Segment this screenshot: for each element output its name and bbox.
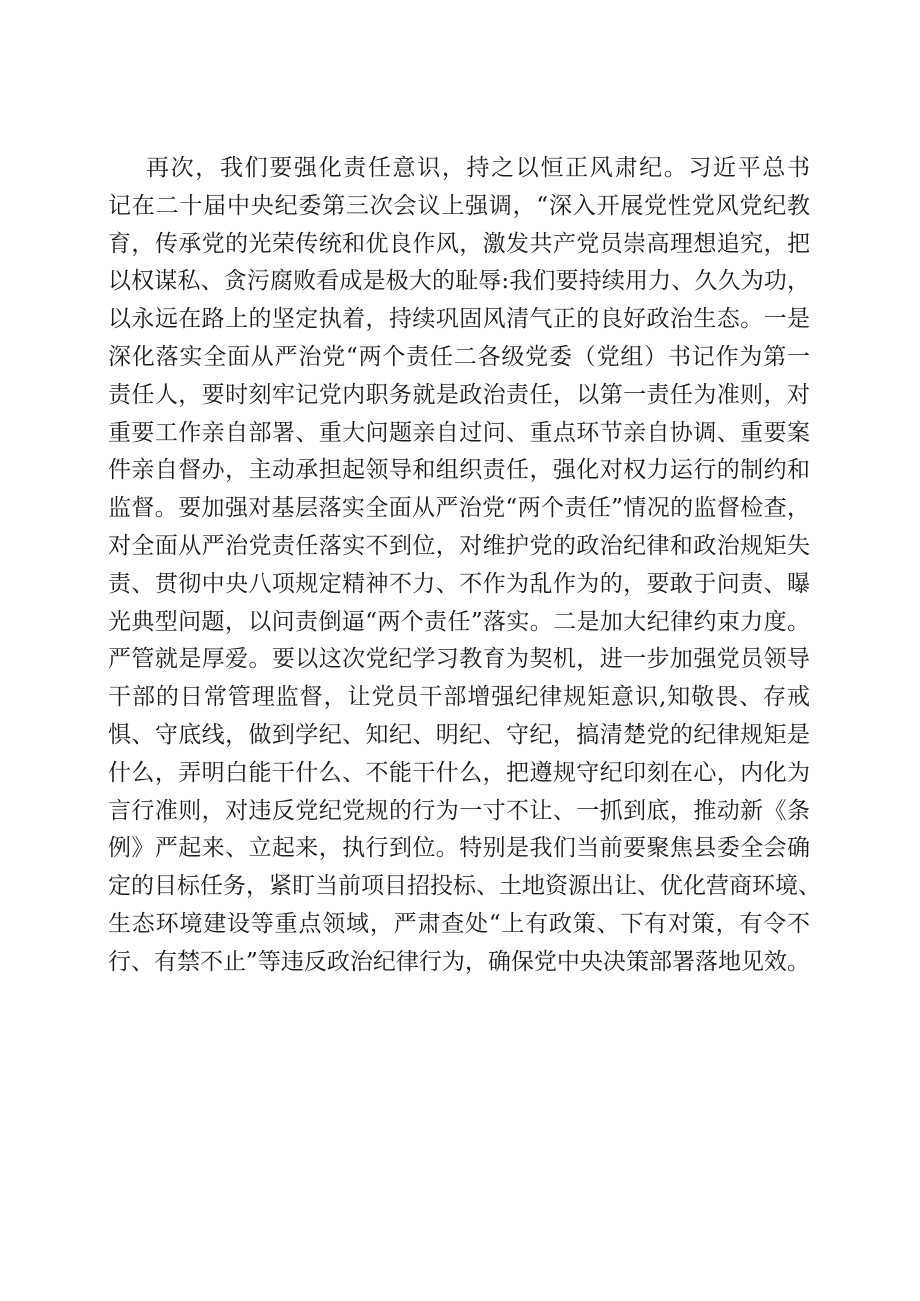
paragraph-line: 监督。要加强对基层落实全面从严治党“两个责任”情况的监督检查，: [108, 495, 810, 522]
paragraph-line: 什么，弄明白能干什么、不能干什么，把遵规守纪印刻在心，内化为: [108, 759, 810, 786]
paragraph-line: 干部的日常管理监督，让党员干部增强纪律规矩意识,知敬畏、存戒: [108, 684, 810, 711]
paragraph-line: 以权谋私、贪污腐败看成是极大的耻辱:我们要持续用力、久久为功，: [108, 268, 810, 295]
paragraph-line: 以永远在路上的坚定执着，持续巩固风清气正的良好政治生态。一是: [108, 306, 810, 333]
body-paragraph: [108, 150, 821, 982]
paragraph-line: 责、贯彻中央八项规定精神不力、不作为乱作为的，要敢于问责、曝: [108, 570, 810, 597]
paragraph-line: 再次，我们要强化责任意识，持之以恒正风肃纪。习近平总书: [146, 155, 810, 181]
paragraph-line: 深化落实全面从严治党“两个责任二各级党委（党组）书记作为第一: [108, 343, 810, 370]
paragraph-line: 定的目标任务，紧盯当前项目招投标、土地资源出让、优化营商环境、: [108, 873, 821, 900]
paragraph-line: 言行准则，对违反党纪党规的行为一寸不让、一抓到底，推动新《条: [108, 797, 810, 824]
paragraph-line: 例》严起来、立起来，执行到位。特别是我们当前要聚焦县委全会确: [108, 835, 810, 862]
paragraph-line: 育，传承党的光荣传统和优良作风，激发共产党员崇高理想追究，把: [108, 230, 810, 257]
paragraph-line: 重要工作亲自部署、重大问题亲自过问、重点环节亲自协调、重要案: [108, 419, 810, 446]
paragraph-line: 惧、守底线，做到学纪、知纪、明纪、守纪，搞清楚党的纪律规矩是: [108, 721, 810, 748]
paragraph-line: 对全面从严治党责任落实不到位，对维护党的政治纪律和政治规矩失: [108, 532, 810, 559]
paragraph-line: 光典型问题，以问责倒逼“两个责任”落实。二是加大纪律约束力度。: [108, 608, 810, 635]
paragraph-line: 件亲自督办，主动承担起领导和组织责任，强化对权力运行的制约和: [108, 457, 810, 484]
paragraph-line: 责任人，要时刻牢记党内职务就是政治责任，以第一责任为准则，对: [108, 381, 810, 408]
paragraph-line: 严管就是厚爱。要以这次党纪学习教育为契机，进一步加强党员领导: [108, 646, 810, 673]
paragraph-line: 行、有禁不止”等违反政治纪律行为，确保党中央决策部署落地见效。: [108, 948, 810, 975]
paragraph-line: 记在二十届中央纪委第三次会议上强调，“深入开展党性党风党纪教: [108, 192, 810, 219]
paragraph-line: 生态环境建设等重点领域，严肃查处“上有政策、下有对策，有令不: [108, 910, 810, 937]
